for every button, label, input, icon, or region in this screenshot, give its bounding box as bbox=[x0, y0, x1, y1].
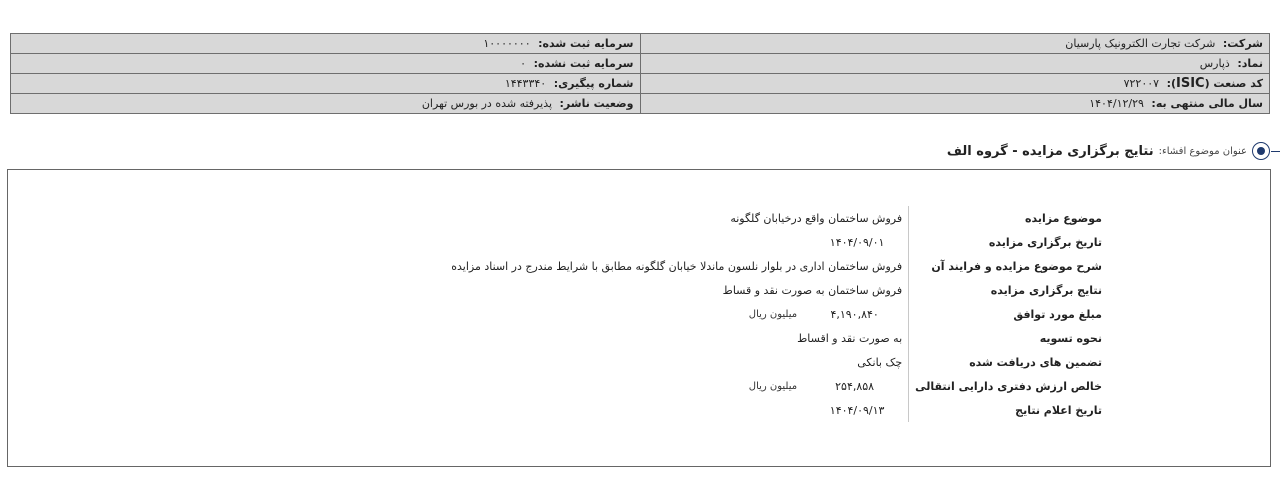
detail-row bbox=[451, 326, 1102, 350]
detail-row bbox=[451, 254, 1102, 278]
description-value: فروش ساختمان اداری در بلوار نلسون ماندلا خیابان گلگونه مطابق با شرایط مندرج در اسناد مزایده bbox=[451, 259, 903, 273]
publisher-status-label: وضعیت ناشر: bbox=[559, 97, 634, 110]
agreed-amount-value: ۴,۱۹۰,۸۴۰ bbox=[830, 307, 879, 321]
results-value: فروش ساختمان به صورت نقد و قساط bbox=[722, 283, 903, 297]
subject-label: عنوان موضوع افشاء: bbox=[1158, 145, 1247, 157]
unregistered-capital-cell bbox=[11, 54, 641, 74]
tracking-label: شماره پیگیری: bbox=[553, 77, 634, 90]
disclosure-subject bbox=[947, 142, 1270, 160]
symbol-label: نماد: bbox=[1237, 57, 1263, 70]
settlement-label: نحوه تسویه bbox=[909, 326, 1102, 350]
registered-capital-value: ۱۰۰۰۰۰۰۰ bbox=[483, 37, 531, 50]
isic-cell bbox=[640, 74, 1270, 94]
symbol-cell bbox=[640, 54, 1270, 74]
description-label: شرح موضوع مزایده و فرایند آن bbox=[909, 254, 1102, 278]
registered-capital-cell bbox=[11, 34, 641, 54]
isic-label: کد صنعت (ISIC): bbox=[1166, 76, 1263, 91]
detail-row bbox=[451, 230, 1102, 254]
auction-subject-label: موضوع مزایده bbox=[909, 206, 1102, 230]
publisher-status-value: پذیرفته شده در بورس تهران bbox=[421, 97, 553, 110]
guarantees-value: چک بانکی bbox=[857, 355, 903, 369]
publisher-status-cell bbox=[11, 94, 641, 114]
registered-capital-label: سرمایه ثبت شده: bbox=[538, 37, 634, 50]
company-value: شرکت تجارت الکترونیک پارسیان bbox=[1065, 37, 1216, 50]
target-icon bbox=[1252, 142, 1270, 160]
agreed-amount-label: مبلغ مورد توافق bbox=[909, 302, 1102, 326]
detail-row bbox=[451, 302, 1102, 326]
company-label: شرکت: bbox=[1222, 37, 1263, 50]
info-row bbox=[11, 54, 1270, 74]
announce-date-value: ۱۴۰۴/۰۹/۱۳ bbox=[829, 403, 885, 417]
company-info-table bbox=[10, 33, 1270, 114]
detail-row bbox=[451, 206, 1102, 230]
auction-details-table bbox=[451, 206, 1102, 422]
results-label: نتایج برگزاری مزایده bbox=[909, 278, 1102, 302]
info-row bbox=[11, 34, 1270, 54]
book-value-unit: میلیون ریال bbox=[748, 380, 798, 392]
book-value-label: خالص ارزش دفتری دارایی انتقالی bbox=[909, 374, 1102, 398]
detail-row bbox=[451, 350, 1102, 374]
unregistered-capital-label: سرمایه ثبت نشده: bbox=[533, 57, 634, 70]
book-value-value: ۲۵۴,۸۵۸ bbox=[835, 379, 875, 393]
auction-results-panel bbox=[7, 169, 1271, 467]
info-row bbox=[11, 74, 1270, 94]
detail-row bbox=[451, 398, 1102, 422]
isic-value: ۷۲۲۰۰۷ bbox=[1123, 77, 1160, 90]
tracking-cell bbox=[11, 74, 641, 94]
fiscal-year-label: سال مالی منتهی به: bbox=[1151, 97, 1263, 110]
announce-date-label: تاریخ اعلام نتایج bbox=[909, 398, 1102, 422]
subject-title: نتایج برگزاری مزایده - گروه الف bbox=[946, 143, 1154, 159]
tracking-value: ۱۴۴۳۳۴۰ bbox=[504, 77, 547, 90]
fiscal-year-value: ۱۴۰۴/۱۲/۲۹ bbox=[1089, 97, 1144, 110]
auction-date-value: ۱۴۰۴/۰۹/۰۱ bbox=[829, 235, 885, 249]
detail-row bbox=[451, 278, 1102, 302]
settlement-value: به صورت نقد و اقساط bbox=[797, 331, 903, 345]
unregistered-capital-value: ۰ bbox=[520, 57, 527, 70]
auction-date-label: تاریخ برگزاری مزایده bbox=[909, 230, 1102, 254]
auction-subject-value: فروش ساختمان واقع درخیابان گلگونه bbox=[730, 211, 903, 225]
symbol-value: ذپارس bbox=[1199, 57, 1230, 70]
detail-row bbox=[451, 374, 1102, 398]
guarantees-label: تضمین های دریافت شده bbox=[909, 350, 1102, 374]
agreed-amount-unit: میلیون ریال bbox=[748, 308, 798, 320]
fiscal-year-cell bbox=[640, 94, 1270, 114]
company-cell bbox=[640, 34, 1270, 54]
info-row bbox=[11, 94, 1270, 114]
